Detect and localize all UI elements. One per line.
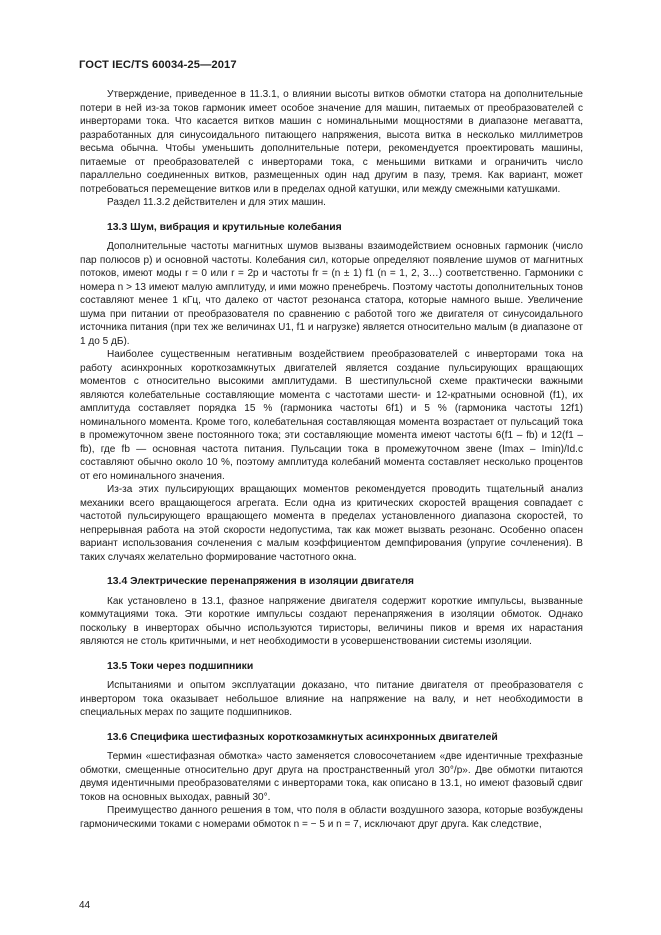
paragraph: Дополнительные частоты магнитных шумов вызваны взаимодействием основных гармоник (число пар полюсов p) и основной частоты. Колебания сил, которые определяют появление шумов от магнитных потоков, имеют моды r = 0 или r = 2p и частоты fr = (n ± 1) f1 (n = 1, 2, 3…) соответственно. Гармоники с номера n > 13 имеют малую амплитуду, и ими можно пренебречь. Поэтому частоты дополнительных тонов составляют менее 1 кГц, что далеко от частот резонанса статора, которые намного выше. Увеличение шума при питании от преобразователя по сравнению с работой того же двигателя от синусоидального источника питания (при тех же величинах U1, f1 и нагрузке) является относительно малым (в диапазоне от 1 до 5 дБ).	[80, 241, 583, 347]
standard-header: ГОСТ IEC/TS 60034-25—2017	[79, 59, 237, 71]
section-heading-13-3: 13.3 Шум, вибрация и крутильные колебания	[107, 221, 342, 233]
section-heading-13-5: 13.5 Токи через подшипники	[107, 660, 254, 672]
paragraph: Испытаниями и опытом эксплуатации доказано, что питание двигателя от преобразователя с инвертором тока оказывает небольшое влияние на напряжение на валу, и нет необходимости в специальных мерах по защите подшипников.	[80, 680, 583, 718]
paragraph: Утверждение, приведенное в 11.3.1, о влиянии высоты витков обмотки статора на дополнительные потери в ней из-за токов гармоник имеет особое значение для машин, питаемых от преобразователей с инверторами тока. Что касается витков машин с номинальными мощностями в диапазоне мегаватта, разработанных для синусоидального питающего напряжения, высота витка в несколько миллиметров весьма обычна. Чтобы уменьшить дополнительные потери, рекомендуется проектировать машины, питаемые от преобразователей с инверторами тока, с меньшими витками и ограничить число параллельно соединенных витков, размещенных один над другим в пазу, тремя. Как вариант, может потребоваться перемещение витков или в пределах одной катушки, или между смежными катушками.	[80, 89, 583, 195]
page-number: 44	[79, 900, 91, 911]
paragraph: Как установлено в 13.1, фазное напряжение двигателя содержит короткие импульсы, вызванные коммутациями тока. Эти короткие импульсы создают перенапряжения в изоляции обмоток. Однако поскольку в инверторах обычно используются тиристоры, величины пиков и время их нарастания являются не столь критичными, и нет необходимости в усовершенствовании системы изоляции.	[80, 595, 583, 647]
paragraph: Из-за этих пульсирующих вращающих моментов рекомендуется проводить тщательный анализ механики всего вращающегося агрегата. Если одна из критических скоростей вращения совпадает с частотой пульсирующего вращающего момента в пределах установленного диапазона скоростей, то непрерывная работа на этой скорости недопустима, так как может вызвать резонанс. Особенно опасен вариант использования сочленения с малым коэффициентом демпфирования (упругие сочленения). В таких случаях желательно формирование частотного окна.	[80, 484, 583, 563]
paragraph: Наиболее существенным негативным воздействием преобразователей с инверторами тока на работу асинхронных короткозамкнутых двигателей является создание пульсирующих вращающих моментов с относительно высокими амплитудами. В шестипульсной схеме практически важными являются колебательные составляющие момента с частотами шести- и 12-кратными основной (f1), их амплитуда составляет порядка 15 % (гармоника частоты 6f1) и 5 % (гармоника частоты 12f1) номинального момента. Кроме того, колебательная составляющая момента возрастает от пульсаций тока в промежуточном звене постоянного тока; эти составляющие момента имеют частоты 6(f1 – fb) и 12(f1 – fb), где fb — основная частота питания. Пульсации тока в промежуточном звене (Imax – Imin)/Id.c составляют обычно около 10 %, поэтому амплитуда колебаний момента составляет несколько процентов от его номинального значения.	[80, 349, 583, 482]
section-heading-13-4: 13.4 Электрические перенапряжения в изоляции двигателя	[107, 576, 414, 587]
document-body	[80, 88, 583, 831]
section-heading-13-6: 13.6 Специфика шестифазных короткозамкнутых асинхронных двигателей	[107, 731, 498, 743]
paragraph: Раздел 11.3.2 действителен и для этих машин.	[107, 197, 326, 208]
paragraph: Преимущество данного решения в том, что поля в области воздушного зазора, которые возбуждены гармоническими токами с номерами обмоток n = − 5 и n = 7, исключают друг друга. Как следствие,	[80, 805, 583, 830]
paragraph: Термин «шестифазная обмотка» часто заменяется словосочетанием «две идентичные трехфазные обмотки, смещенные относительно друг друга на пространственный угол 30°/p». Две обмотки питаются двумя идентичными преобразователями с инверторами тока, как описано в 13.1, но имеют фазовый сдвиг токов на основных выходах, равный 30°.	[80, 751, 583, 803]
